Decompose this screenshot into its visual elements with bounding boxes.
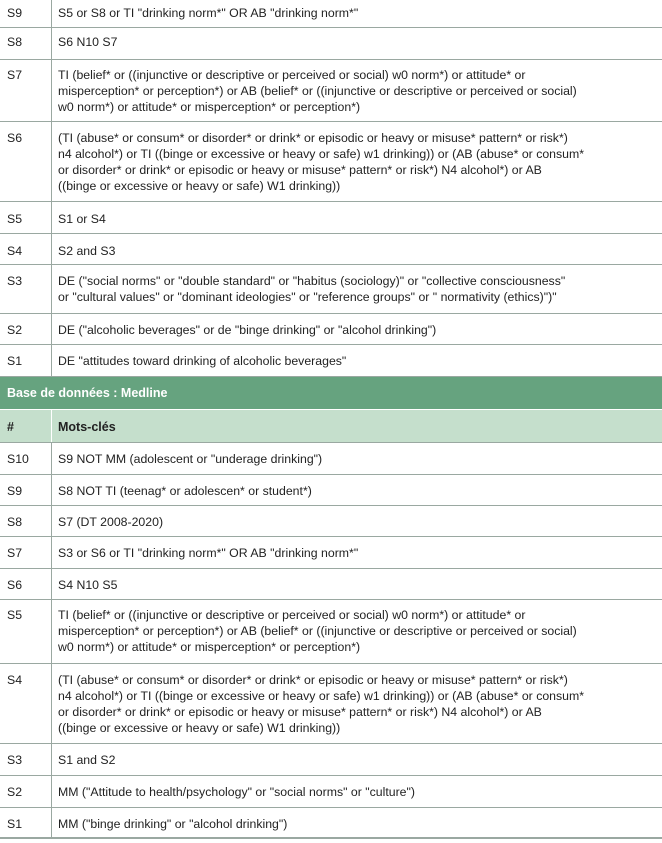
table-row <box>0 744 662 776</box>
table-row <box>0 122 662 202</box>
row-query: MM ("Attitude to health/psychology" or "social norms" or "culture") <box>58 785 415 799</box>
row-id: S1 <box>0 808 52 837</box>
section-title: Base de données : Medline <box>7 386 168 400</box>
top-rows <box>0 0 662 377</box>
row-query: DE ("alcoholic beverages" or de "binge drinking" or "alcohol drinking") <box>58 323 437 337</box>
row-query: S9 NOT MM (adolescent or "underage drinking") <box>58 452 323 466</box>
row-query: (TI (abuse* or consum* or disorder* or drink* or episodic or heavy or misuse* pattern* or risk*) n4 alcohol*) or TI ((binge or excessive or heavy or safe) w1 drinking)) or (AB (abuse* or consum* or disorder* or drink* or episodic or heavy or misuse* pattern* or risk*) N4 alcohol*) or AB ((binge or excessive or heavy or safe) W1 drinking)) <box>58 673 585 735</box>
table-row <box>0 664 662 744</box>
row-query: DE "attitudes toward drinking of alcoholic beverages" <box>58 354 347 368</box>
table-row <box>0 234 662 265</box>
table-header-row <box>0 410 662 443</box>
row-id: S9 <box>0 0 52 27</box>
table-row <box>0 506 662 537</box>
column-header-keywords: Mots-clés <box>58 420 116 434</box>
table-row <box>0 475 662 506</box>
bottom-rows <box>0 443 662 839</box>
row-query: MM ("binge drinking" or "alcohol drinking") <box>58 817 288 831</box>
table-row <box>0 443 662 475</box>
row-query: S4 N10 S5 <box>58 578 118 592</box>
row-query: S6 N10 S7 <box>58 35 118 49</box>
row-id: S7 <box>0 60 52 121</box>
row-query: S8 NOT TI (teenag* or adolescen* or student*) <box>58 484 312 498</box>
column-header-id: # <box>0 410 52 442</box>
row-query: S1 and S2 <box>58 753 116 767</box>
row-id: S1 <box>0 345 52 376</box>
table-row <box>0 537 662 569</box>
row-query: TI (belief* or ((injunctive or descriptive or perceived or social) w0 norm*) or attitude* or misperception* or perception*) or AB (belief* or ((injunctive or descriptive or perceived or social) w0 norm*) or attitude* or misperception* or perception*) <box>58 68 577 114</box>
row-query: TI (belief* or ((injunctive or descriptive or perceived or social) w0 norm*) or attitude* or misperception* or perception*) or AB (belief* or ((injunctive or descriptive or perceived or social) w0 norm*) or attitude* or misperception* or perception*) <box>58 608 577 654</box>
table-row <box>0 28 662 60</box>
row-id: S5 <box>0 600 52 663</box>
table-row <box>0 569 662 600</box>
row-id: S4 <box>0 234 52 264</box>
table-row <box>0 0 662 28</box>
row-query: (TI (abuse* or consum* or disorder* or drink* or episodic or heavy or misuse* pattern* or risk*) n4 alcohol*) or TI ((binge or excessive or heavy or safe) w1 drinking)) or (AB (abuse* or consum* or disorder* or drink* or episodic or heavy or misuse* pattern* or risk*) N4 alcohol*) or AB ((binge or excessive or heavy or safe) W1 drinking)) <box>58 131 585 193</box>
row-id: S8 <box>0 506 52 536</box>
database-section-title <box>0 377 662 410</box>
row-id: S8 <box>0 28 52 59</box>
row-id: S9 <box>0 475 52 505</box>
table-row <box>0 265 662 314</box>
table-row <box>0 202 662 234</box>
row-id: S7 <box>0 537 52 568</box>
row-id: S3 <box>0 744 52 775</box>
row-query: S7 (DT 2008-2020) <box>58 515 164 529</box>
row-id: S5 <box>0 202 52 233</box>
row-id: S4 <box>0 664 52 743</box>
table-row <box>0 345 662 377</box>
row-id: S6 <box>0 569 52 599</box>
row-id: S2 <box>0 314 52 344</box>
row-query: DE ("social norms" or "double standard" or "habitus (sociology)" or "collective consciousness" or "cultural values" or "dominant ideologies" or "reference groups" or " normativity (ethics)")" <box>58 274 566 304</box>
row-query: S5 or S8 or TI "drinking norm*" OR AB "drinking norm*" <box>58 6 359 20</box>
row-query: S1 or S4 <box>58 212 106 226</box>
table-row <box>0 808 662 839</box>
table-row <box>0 600 662 664</box>
table-row <box>0 60 662 122</box>
row-id: S3 <box>0 265 52 313</box>
table-row <box>0 776 662 808</box>
table-row <box>0 314 662 345</box>
row-query: S3 or S6 or TI "drinking norm*" OR AB "drinking norm*" <box>58 546 359 560</box>
row-query: S2 and S3 <box>58 244 116 258</box>
row-id: S2 <box>0 776 52 807</box>
row-id: S6 <box>0 122 52 201</box>
row-id: S10 <box>0 443 52 474</box>
